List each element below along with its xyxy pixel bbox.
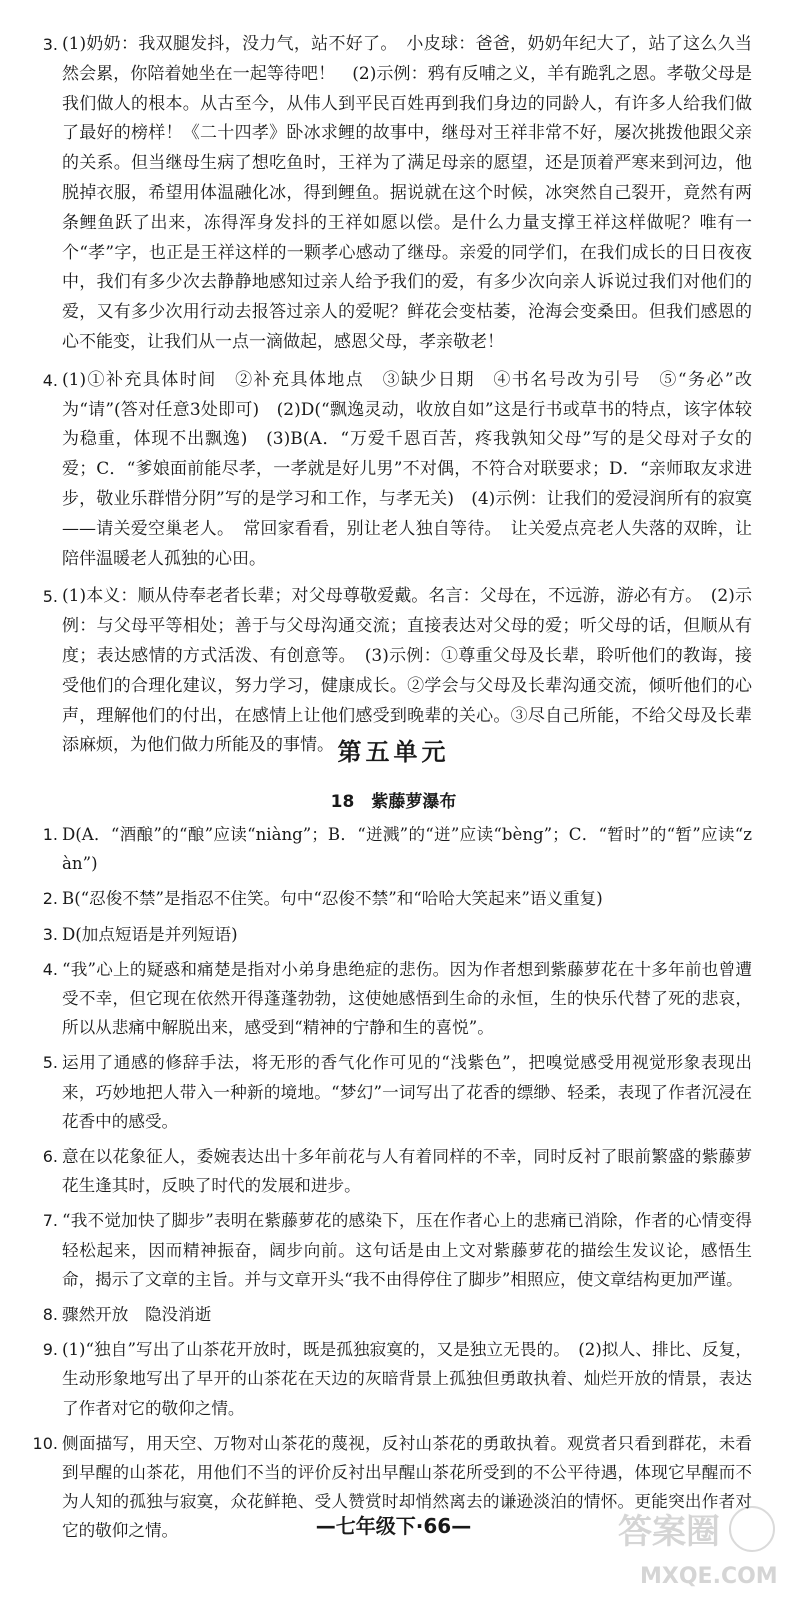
item-text: (1)奶奶：我双腿发抖，没力气，站不好了。 小皮球：爸爸，奶奶年纪大了，站了这么久当然会累，你陪着她坐在一起等待吧！ (2)示例：鸦有反哺之义，羊有跪乳之恩。孝敬父母是我们做人的根本。从古至今，从伟人到平民百姓再到我们身边的同龄人，有许多人给我们做了最好的榜样！《二十四孝》卧冰求鲤的故事中，继母对王祥非常不好，屡次挑拨他跟父亲的关系。但当继母生病了想吃鱼时，王祥为了满足母亲的愿望，还是顶着严寒来到河边，他脱掉衣服，希望用体温融化冰，得到鲤鱼。据说就在这个时候，冰突然自己裂开，竟然有两条鲤鱼跃了出来，冻得浑身发抖的王祥如愿以偿。是什么力量支撑王祥这样做呢？唯有一个“孝”字，也正是王祥这样的一颗孝心感动了继母。亲爱的同学们，在我们成长的日日夜夜中，我们有多少次去静静地感知过亲人给予我们的爱，有多少次向亲人诉说过我们对他们的爱，又有多少次用行动去报答过亲人的爱呢？鲜花会变枯萎，沧海会变桑田。但我们感恩的心不能变，让我们从一点一滴做起，感恩父母，孝亲敬老！: [62, 34, 752, 352]
item-number: 6.: [42, 1147, 58, 1167]
answer-item-9: [42, 1335, 752, 1423]
item-number: 2.: [42, 889, 58, 909]
item-text: B(“忍俊不禁”是指忍不住笑。句中“忍俊不禁”和“哈哈大笑起来”语义重复): [62, 889, 603, 909]
item-number: 5.: [42, 1053, 58, 1073]
item-text: 运用了通感的修辞手法，将无形的香气化作可见的“浅紫色”，把嗅觉感受用视觉形象表现出来，巧妙地把人带入一种新的境地。“梦幻”一词写出了花香的缥缈、轻柔，表现了作者沉浸在花香中的感受。: [62, 1053, 752, 1131]
answer-item-1: [42, 820, 752, 878]
item-text: (1)①补充具体时间 ②补充具体地点 ③缺少日期 ④书名号改为引号 ⑤“务必”改为“请”(答对任意3处即可) (2)D(“飘逸灵动，收放自如”这是行书或草书的特点，该字体较为稳重，体现不出飘逸) (3)B(A．“万爱千恩百苦，疼我孰知父母”写的是父母对子女的爱；C．“爹娘面前能尽孝，一孝就是好儿男”不对偶，不符合对联要求；D．“亲师取友求进步，敬业乐群惜分阴”写的是学习和工作，与孝无关) (4)示例：让我们的爱浸润所有的寂寞——请关爱空巢老人。 常回家看看，别让老人独自等待。 让关爱点亮老人失落的双眸，让陪伴温暖老人孤独的心田。: [62, 369, 752, 569]
item-text: D(A．“酒酿”的“酿”应读“niàng”；B．“迸溅”的“迸”应读“bèng”；C．“暂时”的“暂”应读“zàn”): [62, 825, 752, 874]
answer-item-2: [42, 884, 752, 913]
answer-item-8: [42, 1300, 752, 1329]
item-text: (1)“独自”写出了山茶花开放时，既是孤独寂寞的，又是独立无畏的。 (2)拟人、排比、反复，生动形象地写出了早开的山茶花在天边的灰暗背景上孤独但勇敢执着、灿烂开放的情景，表达了作者对它的敬仰之情。: [62, 1340, 752, 1418]
answer-item-3: [42, 920, 752, 949]
item-text: 骤然开放 隐没消逝: [62, 1305, 212, 1325]
item-number: 8.: [42, 1305, 58, 1325]
item-number: 1.: [42, 825, 58, 844]
answer-item-5: [42, 1048, 752, 1136]
answer-item-7: [42, 1206, 752, 1294]
previous-section-answers: [0, 30, 787, 761]
answer-item-4: [42, 955, 752, 1043]
page-number-footer: —七年级下·66—: [315, 1514, 472, 1538]
answer-item-3: [42, 30, 752, 358]
item-number: 10.: [32, 1433, 58, 1453]
item-number: 4.: [42, 370, 58, 390]
answer-item-6: [42, 1142, 752, 1200]
item-number: 4.: [42, 959, 58, 979]
item-number: 5.: [42, 587, 58, 607]
lesson-heading: 18 紫藤萝瀑布: [330, 792, 457, 812]
item-text: 侧面描写，用天空、万物对山茶花的蔑视，反衬山茶花的勇敢执着。观赏者只看到群花，未看到早醒的山茶花，用他们不当的评价反衬出早醒山茶花所受到的不公平待遇，体现它早醒而不为人知的孤独与寂寞，众花鲜艳、受人赞赏时却悄然离去的谦逊淡泊的情怀。更能突出作者对它的敬仰之情。: [62, 1433, 752, 1541]
item-number: 3.: [42, 35, 58, 54]
item-number: 9.: [42, 1340, 58, 1360]
item-number: 3.: [42, 924, 58, 944]
item-text: D(加点短语是并列短语): [62, 924, 238, 944]
item-text: “我”心上的疑惑和痛楚是指对小弟身患绝症的悲伤。因为作者想到紫藤萝花在十多年前也曾遭受不幸，但它现在依然开得蓬蓬勃勃，这使她感悟到生命的永恒，生的快乐代替了死的悲哀，所以从悲痛中解脱出来，感受到“精神的宁静和生的喜悦”。: [62, 959, 752, 1038]
item-number: 7.: [42, 1211, 58, 1231]
watermark-text-cn: 答案圈: [618, 1512, 720, 1552]
lesson-answers: [0, 820, 787, 1546]
unit-heading: 第五单元: [337, 738, 450, 766]
item-text: (1)本义：顺从侍奉老者长辈；对父母尊敬爱戴。名言：父母在，不远游，游必有方。 (2)示例：与父母平等相处；善于与父母沟通交流；直接表达对父母的爱；听父母的话，但顺从有度；表达感情的方式活泼、有创意等。 (3)示例：①尊重父母及长辈，聆听他们的教诲，接受他们的合理化建议，努力学习，健康成长。②学会与父母及长辈沟通交流，倾听他们的心声，理解他们的付出，在感情上让他们感受到晚辈的关心。③尽自己所能，不给父母及长辈添麻烦，为他们做力所能及的事情。: [62, 586, 752, 756]
watermark-text-en: MXQE.COM: [640, 1564, 778, 1589]
item-text: 意在以花象征人，委婉表达出十多年前花与人有着同样的不幸，同时反衬了眼前繁盛的紫藤萝花生逢其时，反映了时代的发展和进步。: [62, 1147, 752, 1196]
answer-item-4: [42, 366, 752, 575]
item-text: “我不觉加快了脚步”表明在紫藤萝花的感染下，压在作者心上的悲痛已消除，作者的心情变得轻松起来，因而精神振奋，阔步向前。这句话是由上文对紫藤萝花的描绘生发议论，感悟生命，揭示了文章的主旨。并与文章开头“我不由得停住了脚步”相照应，使文章结构更加严谨。: [62, 1211, 752, 1289]
